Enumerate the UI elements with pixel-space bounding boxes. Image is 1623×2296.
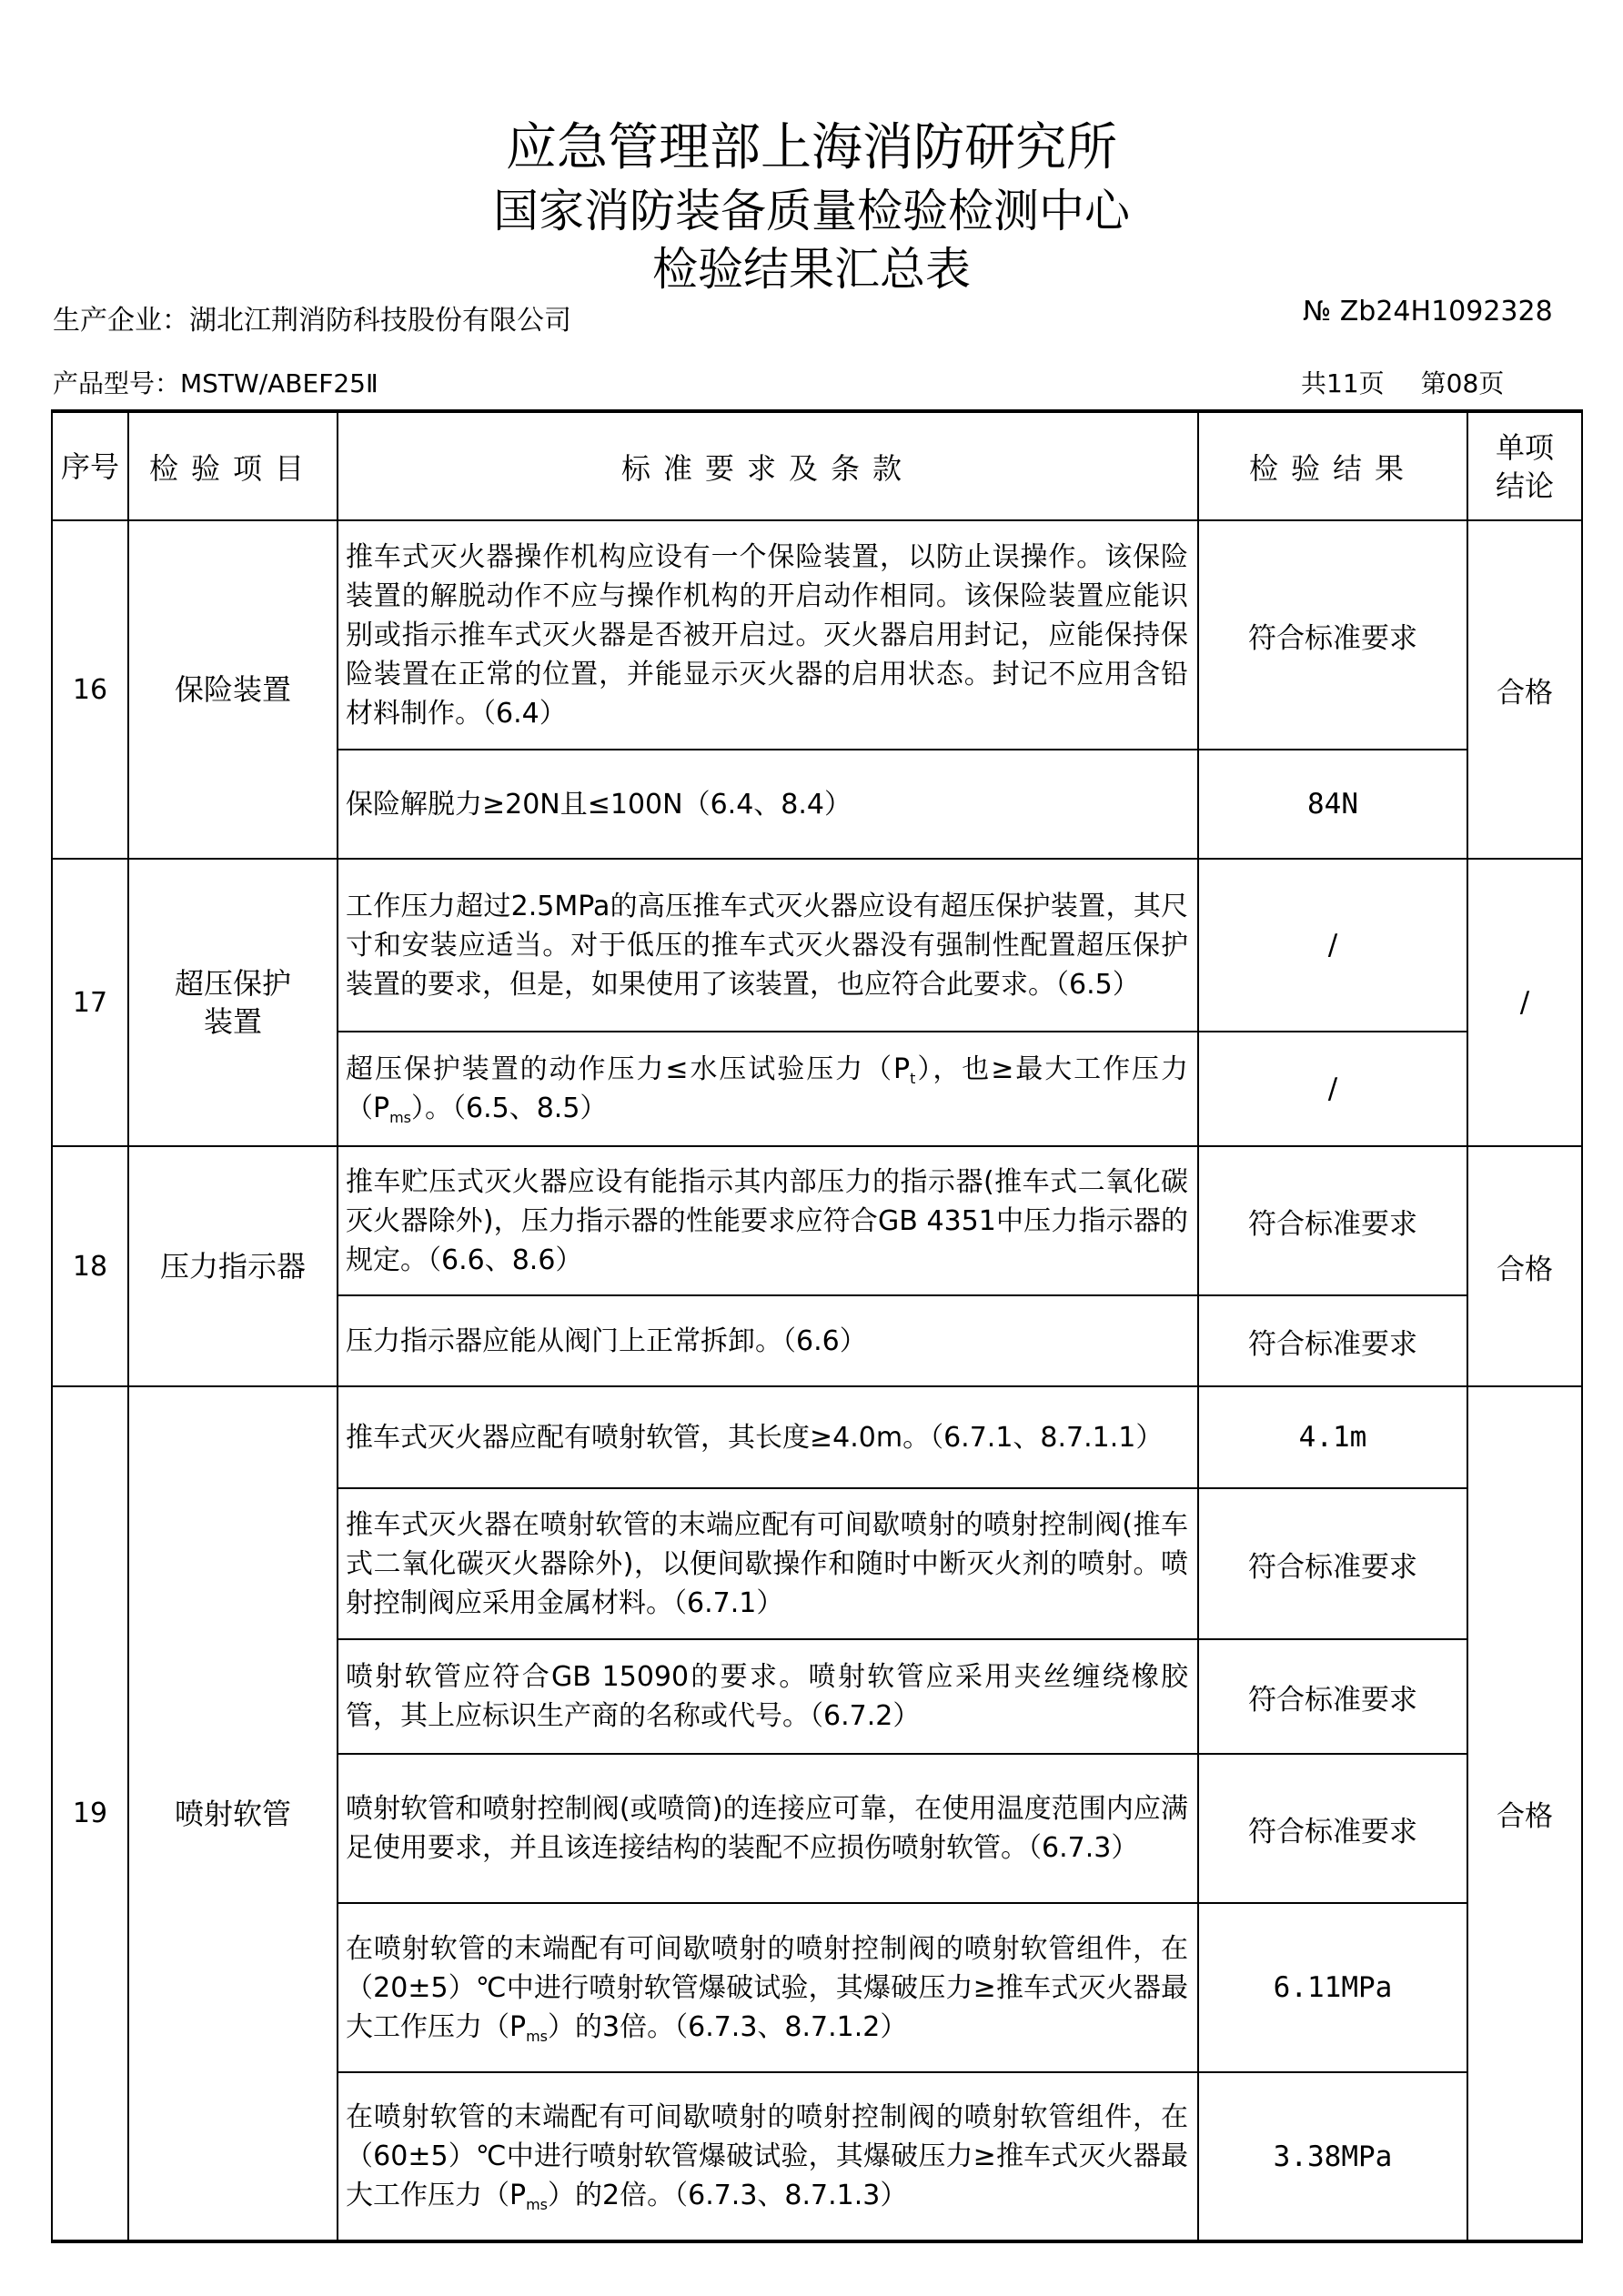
document-title: 检验结果汇总表	[652, 243, 971, 296]
conclusion-value: /	[1467, 859, 1582, 1146]
requirement-text-part: 超压保护装置的动作压力≤水压试验压力（P	[346, 1053, 911, 1085]
inspection-item: 压力指示器	[128, 1146, 338, 1386]
page-indicator	[1301, 364, 1504, 400]
table-row	[52, 520, 1582, 750]
result-value: 符合标准要求	[1198, 1295, 1467, 1386]
table-row	[52, 1146, 1582, 1295]
result-value: /	[1198, 859, 1467, 1032]
result-value: 符合标准要求	[1198, 1639, 1467, 1754]
requirement-text: 推车贮压式灭火器应设有能指示其内部压力的指示器(推车式二氧化碳灭火器除外)，压力指示器的性能要求应符合GB 4351中压力指示器的规定。（6.6、8.6）	[338, 1146, 1198, 1295]
requirement-text: 推车式灭火器在喷射软管的末端应配有可间歇喷射的喷射控制阀(推车式二氧化碳灭火器除外)，以便间歇操作和随时中断灭火剂的喷射。喷射控制阀应采用金属材料。（6.7.1）	[338, 1488, 1198, 1639]
requirement-text: 推车式灭火器应配有喷射软管，其长度≥4.0m。（6.7.1、8.7.1.1）	[338, 1386, 1198, 1488]
header-conclusion	[1467, 411, 1582, 520]
manufacturer-label: 生产企业：湖北江荆消防科技股份有限公司	[53, 305, 571, 337]
header-item: 检验项目	[128, 411, 338, 520]
requirement-text-part: 在喷射软管的末端配有可间歇喷射的喷射控制阀的喷射软管组件，在（20±5）℃中进行喷射软管爆破试验，其爆破压力≥推车式灭火器最大工作压力（P	[346, 1932, 1188, 2043]
inspection-item: 保险装置	[128, 520, 338, 859]
institute-title: 应急管理部上海消防研究所	[506, 118, 1117, 177]
inspection-item	[128, 859, 338, 1146]
requirement-text: 工作压力超过2.5MPa的高压推车式灭火器应设有超压保护装置，其尺寸和安装应适当。对于低压的推车式灭火器没有强制性配置超压保护装置的要求，但是，如果使用了该装置，也应符合此要求。（6.5）	[338, 859, 1198, 1032]
requirement-text: 压力指示器应能从阀门上正常拆卸。（6.6）	[338, 1295, 1198, 1386]
result-value: 符合标准要求	[1198, 1146, 1467, 1295]
requirement-text-part: ）。（6.5、8.5）	[411, 1093, 608, 1124]
table-row	[52, 1386, 1582, 1488]
conclusion-value: 合格	[1467, 1386, 1582, 2241]
requirement-text	[338, 1903, 1198, 2072]
requirement-text: 推车式灭火器操作机构应设有一个保险装置，以防止误操作。该保险装置的解脱动作不应与操作机构的开启动作相同。该保险装置应能识别或指示推车式灭火器是否被开启过。灭火器启用封记，应能保持保险装置在正常的位置，并能显示灭火器的启用状态。封记不应用含铅材料制作。（6.4）	[338, 520, 1198, 750]
row-number: 17	[52, 859, 128, 1146]
header-result: 检验结果	[1198, 411, 1467, 520]
result-value: 符合标准要求	[1198, 520, 1467, 750]
inspection-item-line1: 超压保护	[174, 966, 291, 1001]
requirement-text	[338, 2072, 1198, 2241]
subscript-t: t	[910, 1070, 916, 1087]
requirement-text: 保险解脱力≥20N且≤100N（6.4、8.4）	[338, 750, 1198, 859]
header-requirement: 标准要求及条款	[338, 411, 1198, 520]
header-conclusion-line1: 单项	[1495, 429, 1554, 465]
result-value: 3.38MPa	[1198, 2072, 1467, 2241]
conclusion-value: 合格	[1467, 520, 1582, 859]
product-model-label: 产品型号：MSTW/ABEF25Ⅱ	[53, 368, 378, 398]
row-number: 19	[52, 1386, 128, 2241]
requirement-text-part: ），也≥最大工作压力（P	[346, 1053, 1189, 1124]
requirement-text	[338, 1032, 1198, 1146]
requirement-text-part: ）的3倍。（6.7.3、8.7.1.2）	[548, 2010, 908, 2043]
requirement-text-part: 在喷射软管的末端配有可间歇喷射的喷射控制阀的喷射软管组件，在（60±5）℃中进行喷射软管爆破试验，其爆破压力≥推车式灭火器最大工作压力（P	[346, 2101, 1188, 2211]
row-number: 18	[52, 1146, 128, 1386]
current-page: 第08页	[1420, 368, 1505, 398]
requirement-text: 喷射软管和喷射控制阀(或喷筒)的连接应可靠，在使用温度范围内应满足使用要求，并且该连接结构的装配不应损伤喷射软管。（6.7.3）	[338, 1754, 1198, 1903]
header-no: 序号	[52, 411, 128, 520]
requirement-text: 喷射软管应符合GB 15090的要求。喷射软管应采用夹丝缠绕橡胶管，其上应标识生产商的名称或代号。（6.7.2）	[338, 1639, 1198, 1754]
inspection-item-line2: 装置	[203, 1004, 262, 1039]
row-number: 16	[52, 520, 128, 859]
subscript-ms: ms	[526, 2196, 549, 2213]
result-value: /	[1198, 1032, 1467, 1146]
subscript-ms: ms	[526, 2027, 549, 2045]
requirement-text-part: ）的2倍。（6.7.3、8.7.1.3）	[548, 2180, 908, 2211]
result-value: 符合标准要求	[1198, 1488, 1467, 1639]
header-conclusion-line2: 结论	[1495, 468, 1554, 503]
result-value: 4.1m	[1198, 1386, 1467, 1488]
certificate-number: № Zb24H1092328	[1303, 296, 1553, 327]
conclusion-value: 合格	[1467, 1146, 1582, 1386]
center-title: 国家消防装备质量检验检测中心	[493, 185, 1130, 237]
result-value: 6.11MPa	[1198, 1903, 1467, 2072]
results-table	[51, 409, 1583, 2243]
result-value: 符合标准要求	[1198, 1754, 1467, 1903]
result-value: 84N	[1198, 750, 1467, 859]
total-pages: 共11页	[1301, 368, 1385, 398]
inspection-item: 喷射软管	[128, 1386, 338, 2241]
subscript-ms: ms	[389, 1109, 412, 1126]
table-row	[52, 859, 1582, 1032]
table-header-row	[52, 411, 1582, 520]
